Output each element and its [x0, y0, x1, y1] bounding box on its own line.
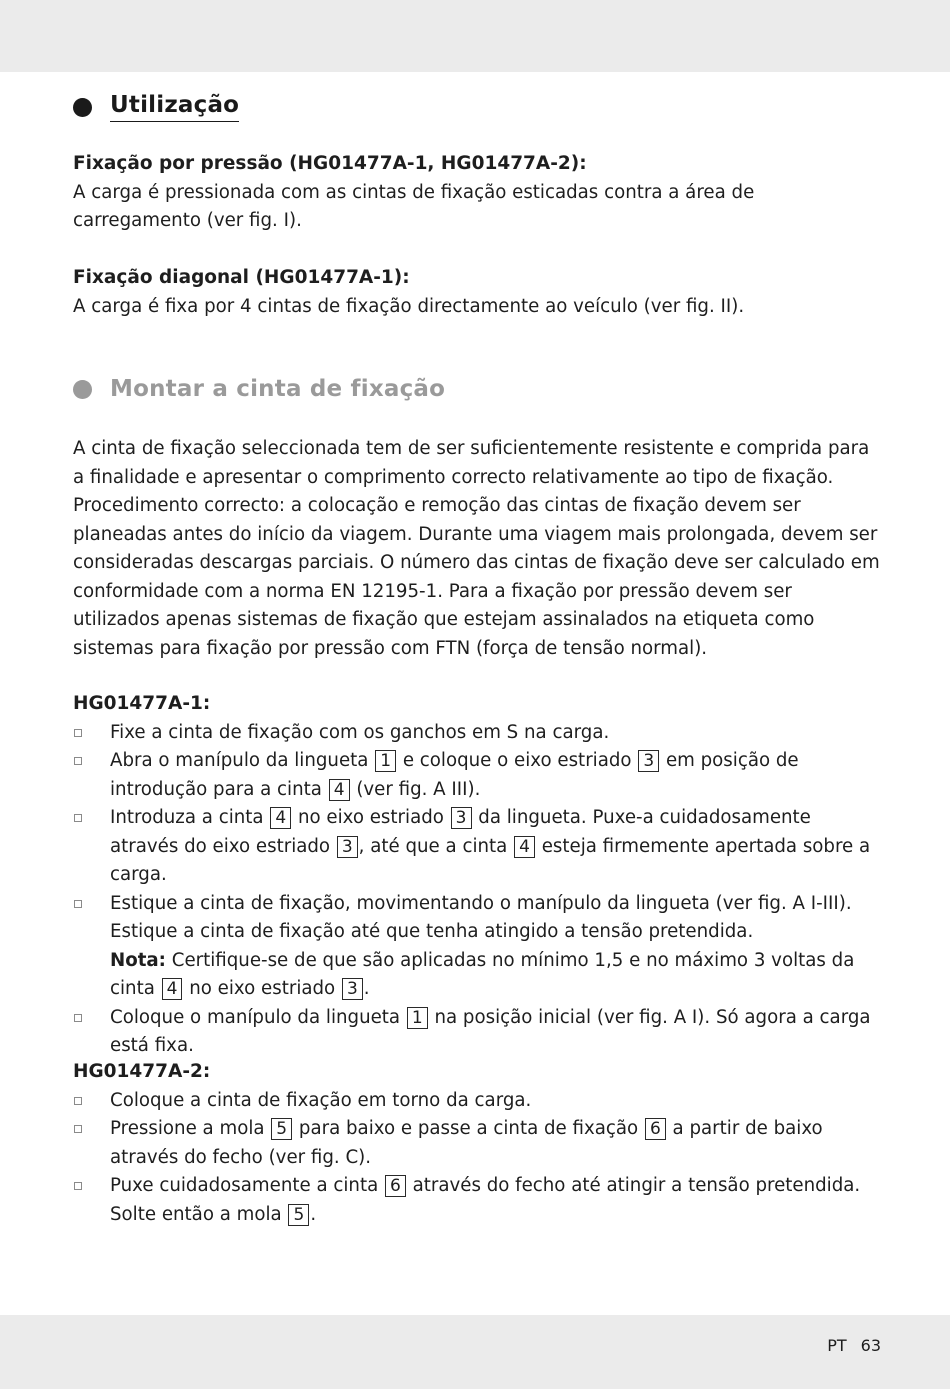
- part-number-box: 3: [451, 807, 472, 829]
- item-text: Certifique-se de que são aplicadas no mínimo 1,5 e no máximo 3 voltas da cinta: [110, 949, 855, 999]
- subheading: HG01477A-2:: [73, 1061, 211, 1082]
- item-text: esteja firmemente apertada sobre a carga.: [110, 835, 871, 885]
- part-number-box: 3: [342, 978, 363, 1000]
- list-item: [73, 1172, 883, 1229]
- page-number: 63: [860, 1336, 881, 1355]
- hg01477a-1-block: [73, 690, 883, 1061]
- item-text: .: [363, 978, 370, 999]
- part-number-box: 6: [645, 1118, 666, 1140]
- list-item: [73, 804, 883, 890]
- part-number-box: 5: [288, 1204, 309, 1226]
- bottom-band: [0, 1315, 950, 1389]
- checkbox-square-icon: [74, 1097, 82, 1105]
- item-text: no eixo estriado: [292, 807, 450, 828]
- item-text: através do fecho até atingir a tensão pretendida. Solte então a mola: [110, 1175, 861, 1225]
- checkbox-square-icon: [74, 729, 82, 737]
- subheading: HG01477A-1:: [73, 693, 211, 714]
- item-text: Abra o manípulo da lingueta: [110, 750, 375, 771]
- part-number-box: 3: [638, 750, 659, 772]
- top-band: [0, 0, 950, 72]
- checkbox-square-icon: [74, 757, 82, 765]
- note-label: Nota:: [110, 949, 166, 971]
- part-number-box: 4: [270, 807, 291, 829]
- item-text: em posição de introdução para a cinta: [110, 750, 799, 800]
- diagonal-fixing-block: [73, 264, 883, 321]
- language-code: PT: [827, 1336, 847, 1355]
- section-heading-montar: [73, 376, 445, 402]
- item-text: Coloque a cinta de fixação em torno da carga.: [110, 1089, 532, 1111]
- item-text: (ver fig. A III).: [350, 778, 481, 800]
- list-item: [73, 1115, 883, 1172]
- page-footer: [827, 1336, 881, 1355]
- part-number-box: 4: [162, 978, 183, 1000]
- instruction-list: [73, 719, 883, 1061]
- item-text: Pressione a mola: [110, 1118, 271, 1139]
- list-item: [73, 719, 883, 748]
- subheading: Fixação por pressão (HG01477A-1, HG01477A-2):: [73, 153, 587, 174]
- item-text: Puxe cuidadosamente a cinta: [110, 1175, 385, 1196]
- list-item: [73, 1004, 883, 1061]
- paragraph: A carga é pressionada com as cintas de fixação esticadas contra a área de carregamento (ver fig. I).: [73, 181, 755, 231]
- heading-title: Utilização: [110, 92, 239, 122]
- item-text: Coloque o manípulo da lingueta: [110, 1006, 406, 1028]
- part-number-box: 5: [271, 1118, 292, 1140]
- item-text: , até que a cinta: [358, 835, 514, 857]
- list-item: [73, 747, 883, 804]
- hg01477a-2-block: [73, 1058, 883, 1229]
- item-text: Fixe a cinta de fixação com os ganchos em S na carga.: [110, 721, 610, 743]
- part-number-box: 1: [375, 750, 396, 772]
- paragraph: A cinta de fixação seleccionada tem de ser suficientemente resistente e comprida para a finalidade e apresentar o comprimento correcto relativamente ao tipo de fixação. Procedimento correcto: a colocação e remoção das cintas de fixação devem ser planeadas antes do início da viagem. Durante uma viagem mais prolongada, devem ser consideradas descargas parciais. O número das cintas de fixação deve ser calculado em conformidade com a norma EN 12195-1. Para a fixação por pressão devem ser utilizados apenas sistemas de fixação que estejam assinalados na etiqueta como sistemas para fixação por pressão com FTN (força de tensão normal).: [73, 438, 880, 659]
- part-number-box: 1: [407, 1007, 428, 1029]
- item-text: a partir de baixo através do fecho (ver fig. C).: [110, 1118, 823, 1168]
- part-number-box: 4: [329, 779, 350, 801]
- checkbox-square-icon: [74, 900, 82, 908]
- subheading: Fixação diagonal (HG01477A-1):: [73, 267, 410, 288]
- intro-paragraph-block: [73, 435, 883, 663]
- item-text: Estique a cinta de fixação, movimentando o manípulo da lingueta (ver fig. A I-III). Estique a cinta de fixação até que tenha atingido a tensão pretendida.: [110, 892, 852, 942]
- bullet-dot-icon: [73, 380, 92, 399]
- checkbox-square-icon: [74, 1182, 82, 1190]
- list-item: [73, 1087, 883, 1116]
- item-text: para baixo e passe a cinta de fixação: [293, 1118, 644, 1139]
- item-text: no eixo estriado: [183, 978, 341, 999]
- checkbox-square-icon: [74, 1125, 82, 1133]
- pressure-fixing-block: [73, 150, 883, 236]
- paragraph: A carga é fixa por 4 cintas de fixação directamente ao veículo (ver fig. II).: [73, 295, 745, 317]
- item-text: na posição inicial (ver fig. A I). Só agora a carga está fixa.: [110, 1006, 871, 1056]
- item-text: da lingueta. Puxe-a cuidadosamente através do eixo estriado: [110, 807, 811, 857]
- checkbox-square-icon: [74, 814, 82, 822]
- item-text: Introduza a cinta: [110, 807, 270, 828]
- part-number-box: 4: [514, 836, 535, 858]
- heading-title: Montar a cinta de fixação: [110, 376, 446, 402]
- section-heading-utilizacao: [73, 92, 239, 122]
- part-number-box: 6: [385, 1175, 406, 1197]
- list-item: [73, 890, 883, 1004]
- item-text: e coloque o eixo estriado: [397, 750, 638, 771]
- item-text: .: [310, 1203, 317, 1225]
- checkbox-square-icon: [74, 1014, 82, 1022]
- instruction-list: [73, 1087, 883, 1230]
- part-number-box: 3: [337, 836, 358, 858]
- bullet-dot-icon: [73, 98, 92, 117]
